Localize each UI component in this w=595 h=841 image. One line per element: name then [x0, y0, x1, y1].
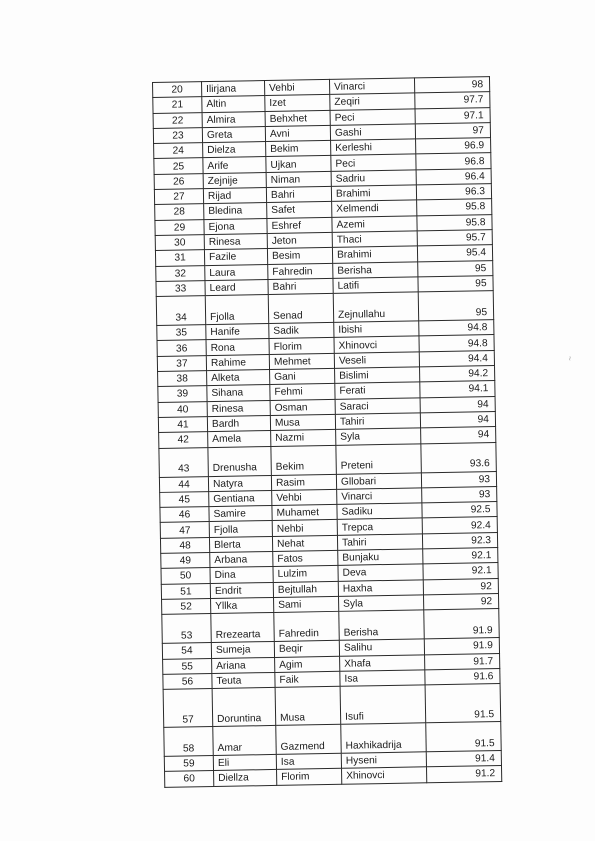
row-number-cell: 58 — [164, 727, 213, 757]
last-name-cell: Salihu — [339, 639, 424, 656]
score-cell: 95 — [418, 260, 493, 277]
father-name-cell: Bejtullah — [273, 581, 338, 597]
row-number-cell: 40 — [158, 401, 207, 417]
score-cell: 94.4 — [419, 350, 494, 367]
row-number-cell: 22 — [153, 112, 202, 128]
row-number-cell: 38 — [158, 371, 207, 387]
father-name-cell: Florim — [277, 769, 342, 785]
score-cell: 92.1 — [423, 563, 498, 580]
row-number-cell: 45 — [160, 491, 209, 507]
last-name-cell: Peci — [331, 154, 416, 171]
father-name-cell: Faik — [275, 671, 340, 687]
last-name-cell: Sadiku — [337, 503, 422, 520]
first-name-cell: Rrezearta — [211, 613, 274, 643]
row-number-cell: 20 — [153, 82, 202, 98]
row-number-cell: 21 — [153, 97, 202, 113]
first-name-cell: Rahime — [206, 354, 269, 370]
margin-stamp-mark: ~ — [565, 356, 574, 362]
score-cell: 94.2 — [420, 366, 495, 383]
row-number-cell: 34 — [156, 296, 205, 326]
row-number-cell: 28 — [155, 204, 204, 220]
last-name-cell: Berisha — [333, 261, 418, 278]
first-name-cell: Ejona — [204, 218, 267, 234]
table-row — [163, 684, 501, 728]
score-cell: 92.3 — [422, 532, 497, 549]
score-cell: 97.1 — [415, 107, 490, 124]
score-cell: 93.6 — [421, 442, 496, 472]
last-name-cell: Latifi — [333, 277, 418, 294]
father-name-cell: Safet — [267, 202, 332, 218]
row-number-cell: 36 — [157, 340, 206, 356]
first-name-cell: Bardh — [207, 415, 270, 431]
father-name-cell: Izet — [265, 95, 330, 111]
last-name-cell: Vinarci — [329, 78, 414, 95]
last-name-cell: Zejnullahu — [333, 292, 418, 322]
score-cell: 91.7 — [425, 653, 500, 670]
row-number-cell: 44 — [159, 476, 208, 492]
last-name-cell: Syla — [336, 428, 421, 445]
first-name-cell: Fazile — [204, 249, 267, 265]
last-name-cell: Veseli — [334, 352, 419, 369]
last-name-cell: Tahiri — [335, 413, 420, 430]
score-cell: 95 — [418, 275, 493, 292]
score-cell: 96.4 — [416, 168, 491, 185]
student-ranking-table — [152, 76, 502, 787]
score-cell: 94.8 — [419, 335, 494, 352]
first-name-cell: Rijad — [203, 188, 266, 204]
father-name-cell: Musa — [275, 686, 341, 725]
father-name-cell: Bahri — [266, 186, 331, 202]
first-name-cell: Diellza — [214, 770, 277, 786]
last-name-cell: Bislimi — [335, 367, 420, 384]
last-name-cell: Azemi — [332, 216, 417, 233]
last-name-cell: Xhinovci — [334, 336, 419, 353]
last-name-cell: Xhinovci — [342, 767, 427, 784]
score-cell: 97.7 — [415, 92, 490, 109]
father-name-cell: Behxhet — [265, 110, 330, 126]
row-number-cell: 24 — [154, 143, 203, 159]
score-cell: 94.8 — [419, 320, 494, 337]
row-number-cell: 31 — [155, 250, 204, 266]
father-name-cell: Isa — [276, 753, 341, 769]
first-name-cell: Fjolla — [205, 295, 268, 325]
first-name-cell: Greta — [202, 126, 265, 142]
row-number-cell: 51 — [161, 583, 210, 599]
score-cell: 91.6 — [425, 668, 500, 685]
row-number-cell: 43 — [159, 447, 208, 477]
father-name-cell: Nazmi — [271, 430, 336, 446]
last-name-cell: Haxhikadrija — [341, 723, 426, 753]
father-name-cell: Nehat — [272, 535, 337, 551]
first-name-cell: Drenusha — [208, 446, 271, 476]
father-name-cell: Osman — [270, 399, 335, 415]
score-cell: 96.9 — [416, 138, 491, 155]
last-name-cell: Berisha — [339, 610, 424, 640]
row-number-cell: 42 — [159, 432, 208, 448]
row-number-cell: 26 — [154, 173, 203, 189]
first-name-cell: Gentiana — [209, 490, 272, 506]
first-name-cell: Doruntina — [212, 688, 276, 727]
row-number-cell: 39 — [158, 386, 207, 402]
score-cell: 95 — [418, 291, 493, 321]
row-number-cell: 57 — [163, 689, 213, 728]
score-cell: 94.1 — [420, 381, 495, 398]
first-name-cell: Ilirjana — [202, 81, 265, 97]
father-name-cell: Sami — [274, 596, 339, 612]
father-name-cell: Bekim — [266, 141, 331, 157]
first-name-cell: Natyra — [208, 475, 271, 491]
score-cell: 94 — [421, 427, 496, 444]
father-name-cell: Fahredin — [268, 263, 333, 279]
last-name-cell: Saraci — [335, 398, 420, 415]
first-name-cell: Sumeja — [211, 642, 274, 658]
score-cell: 94 — [420, 411, 495, 428]
row-number-cell: 54 — [162, 643, 211, 659]
first-name-cell: Dina — [210, 567, 273, 583]
father-name-cell: Lulzim — [273, 566, 338, 582]
row-number-cell: 48 — [160, 537, 209, 553]
row-number-cell: 30 — [155, 235, 204, 251]
row-number-cell: 27 — [154, 189, 203, 205]
score-cell: 91.9 — [424, 638, 499, 655]
first-name-cell: Bledina — [204, 203, 267, 219]
score-cell: 92.1 — [423, 548, 498, 565]
father-name-cell: Bekim — [271, 445, 336, 475]
father-name-cell: Beqir — [274, 641, 339, 657]
father-name-cell: Avni — [265, 125, 330, 141]
father-name-cell: Fehmi — [270, 384, 335, 400]
father-name-cell: Fahredin — [274, 612, 339, 642]
first-name-cell: Yllka — [211, 597, 274, 613]
last-name-cell: Deva — [338, 564, 423, 581]
score-cell: 91.2 — [427, 766, 502, 783]
father-name-cell: Musa — [270, 414, 335, 430]
row-number-cell: 53 — [162, 614, 211, 644]
score-cell: 91.5 — [426, 722, 501, 752]
row-number-cell: 60 — [165, 771, 214, 787]
score-cell: 92 — [423, 593, 498, 610]
row-number-cell: 46 — [160, 507, 209, 523]
row-number-cell: 33 — [156, 280, 205, 296]
score-cell: 93 — [422, 486, 497, 503]
score-cell: 95.8 — [417, 214, 492, 231]
row-number-cell: 41 — [158, 417, 207, 433]
last-name-cell: Zeqiri — [330, 93, 415, 110]
last-name-cell: Haxha — [338, 579, 423, 596]
last-name-cell: Gllobari — [336, 472, 421, 489]
last-name-cell: Ibishi — [334, 321, 419, 338]
father-name-cell: Eshref — [267, 217, 332, 233]
first-name-cell: Almira — [202, 111, 265, 127]
row-number-cell: 56 — [163, 673, 212, 689]
row-number-cell: 25 — [154, 158, 203, 174]
last-name-cell: Xhafa — [340, 654, 425, 671]
last-name-cell: Trepca — [337, 518, 422, 535]
last-name-cell: Brahimi — [332, 246, 417, 263]
first-name-cell: Amela — [208, 431, 271, 447]
last-name-cell: Bunjaku — [338, 549, 423, 566]
first-name-cell: Fjolla — [209, 521, 272, 537]
row-number-cell: 23 — [153, 128, 202, 144]
last-name-cell: Brahimi — [331, 185, 416, 202]
first-name-cell: Eli — [213, 755, 276, 771]
row-number-cell: 35 — [157, 325, 206, 341]
score-cell: 95.7 — [417, 230, 492, 247]
student-ranking-table-wrapper — [152, 77, 496, 786]
first-name-cell: Zejnije — [203, 172, 266, 188]
last-name-cell: Syla — [339, 595, 424, 612]
table-body — [153, 77, 502, 787]
last-name-cell: Ferati — [335, 382, 420, 399]
score-cell: 96.3 — [416, 184, 491, 201]
father-name-cell: Gazmend — [276, 724, 341, 754]
row-number-cell: 52 — [162, 598, 211, 614]
father-name-cell: Rasim — [271, 474, 336, 490]
first-name-cell: Leard — [205, 279, 268, 295]
first-name-cell: Alketa — [207, 370, 270, 386]
last-name-cell: Vinarci — [337, 488, 422, 505]
last-name-cell: Sadriu — [331, 170, 416, 187]
last-name-cell: Preteni — [336, 443, 421, 473]
last-name-cell: Isa — [340, 670, 425, 687]
score-cell: 97 — [415, 122, 490, 139]
first-name-cell: Amar — [213, 726, 276, 756]
father-name-cell: Besim — [267, 248, 332, 264]
row-number-cell: 32 — [156, 265, 205, 281]
first-name-cell: Altin — [202, 96, 265, 112]
father-name-cell: Muhamet — [272, 504, 337, 520]
score-cell: 95.8 — [417, 199, 492, 216]
father-name-cell: Senad — [268, 294, 333, 324]
father-name-cell: Ujkan — [266, 156, 331, 172]
father-name-cell: Vehbi — [272, 489, 337, 505]
father-name-cell: Jeton — [267, 232, 332, 248]
first-name-cell: Rinesa — [204, 233, 267, 249]
score-cell: 96.8 — [416, 153, 491, 170]
first-name-cell: Arife — [203, 157, 266, 173]
score-cell: 91.9 — [424, 609, 499, 639]
father-name-cell: Fatos — [273, 550, 338, 566]
first-name-cell: Sihana — [207, 385, 270, 401]
last-name-cell: Isufi — [340, 685, 426, 724]
father-name-cell: Florim — [269, 338, 334, 354]
row-number-cell: 49 — [161, 553, 210, 569]
last-name-cell: Xelmendi — [332, 200, 417, 217]
father-name-cell: Gani — [270, 368, 335, 384]
last-name-cell: Tahiri — [337, 534, 422, 551]
father-name-cell: Mehmet — [269, 353, 334, 369]
father-name-cell: Bahri — [268, 278, 333, 294]
row-number-cell: 50 — [161, 568, 210, 584]
last-name-cell: Gashi — [330, 124, 415, 141]
first-name-cell: Hanife — [206, 324, 269, 340]
father-name-cell: Nehbi — [272, 520, 337, 536]
father-name-cell: Sadik — [269, 323, 334, 339]
score-cell: 95.4 — [417, 245, 492, 262]
first-name-cell: Arbana — [210, 551, 273, 567]
last-name-cell: Hyseni — [341, 752, 426, 769]
score-cell: 98 — [414, 77, 489, 94]
father-name-cell: Niman — [266, 171, 331, 187]
score-cell: 93 — [421, 471, 496, 488]
row-number-cell: 37 — [157, 355, 206, 371]
score-cell: 92 — [423, 578, 498, 595]
father-name-cell: Vehbi — [264, 79, 329, 95]
score-cell: 92.4 — [422, 517, 497, 534]
last-name-cell: Kerleshi — [331, 139, 416, 156]
row-number-cell: 59 — [164, 756, 213, 772]
first-name-cell: Ariana — [212, 657, 275, 673]
score-cell: 91.5 — [425, 684, 501, 723]
last-name-cell: Thaci — [332, 231, 417, 248]
first-name-cell: Dielza — [203, 142, 266, 158]
score-cell: 91.4 — [426, 751, 501, 768]
first-name-cell: Rona — [206, 339, 269, 355]
row-number-cell: 29 — [155, 219, 204, 235]
first-name-cell: Teuta — [212, 672, 275, 688]
last-name-cell: Peci — [330, 109, 415, 126]
row-number-cell: 47 — [160, 522, 209, 538]
first-name-cell: Samire — [209, 506, 272, 522]
father-name-cell: Agim — [275, 656, 340, 672]
first-name-cell: Blerta — [209, 536, 272, 552]
row-number-cell: 55 — [163, 658, 212, 674]
score-cell: 94 — [420, 396, 495, 413]
first-name-cell: Rinesa — [207, 400, 270, 416]
first-name-cell: Laura — [205, 264, 268, 280]
first-name-cell: Endrit — [210, 582, 273, 598]
score-cell: 92.5 — [422, 502, 497, 519]
